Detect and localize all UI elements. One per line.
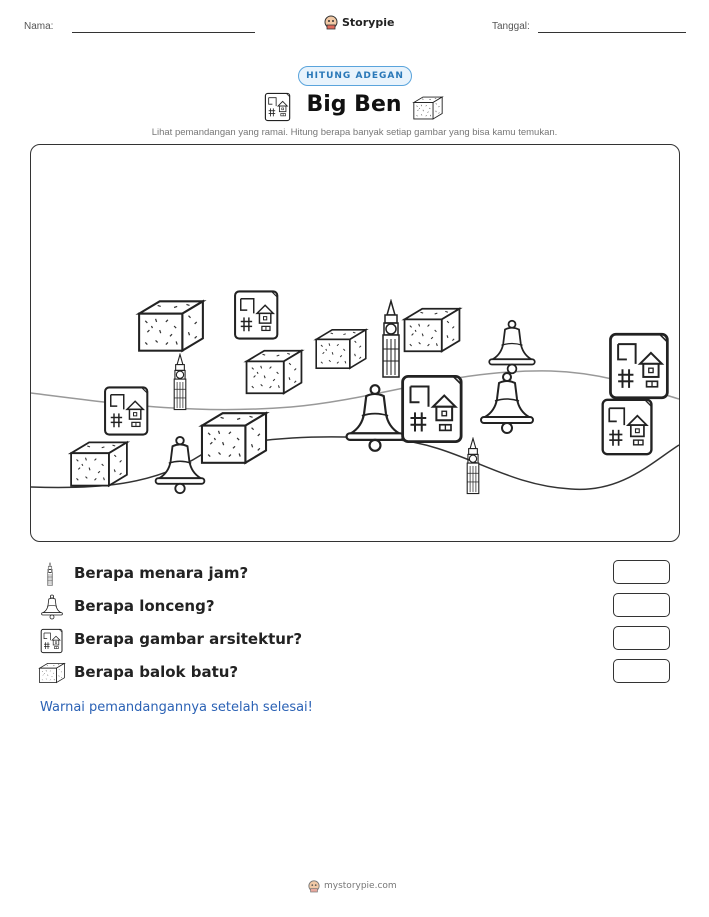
question-bell: Berapa lonceng?: [74, 597, 215, 615]
block-icon: [247, 351, 302, 394]
block-icon: [202, 413, 266, 463]
mascot-icon: [308, 879, 320, 893]
question-block: Berapa balok batu?: [74, 663, 239, 681]
answer-box-block[interactable]: [613, 659, 670, 683]
site-url: mystorypie.com: [324, 881, 397, 891]
blueprint-icon: [403, 376, 462, 441]
answer-box-clock-tower[interactable]: [613, 560, 670, 584]
block-icon: [405, 309, 460, 352]
blueprint-icon: [603, 400, 652, 454]
activity-badge: HITUNG ADEGAN: [298, 66, 412, 86]
block-icon: [71, 442, 127, 485]
clock-tower-icon: [40, 562, 60, 586]
question-clock-tower: Berapa menara jam?: [74, 564, 249, 582]
clock-tower-icon: [383, 301, 399, 377]
blueprint-icon: [610, 334, 667, 397]
bell-icon: [481, 373, 533, 433]
answer-box-bell[interactable]: [613, 593, 670, 617]
name-field[interactable]: [72, 32, 255, 33]
bell-icon: [40, 594, 64, 620]
brand-name: Storypie: [342, 15, 395, 29]
clock-tower-icon: [467, 438, 479, 493]
brand-logo: [324, 14, 394, 30]
answer-box-blueprint[interactable]: [613, 626, 670, 650]
blueprint-icon: [235, 291, 277, 338]
page-title: Big Ben: [306, 92, 402, 117]
site-footer: [308, 879, 397, 893]
coloring-note: Warnai pemandangannya setelah selesai!: [40, 700, 313, 715]
date-field[interactable]: [538, 32, 686, 33]
scene-frame: [30, 144, 680, 542]
block-icon: [412, 94, 444, 122]
block-icon: [316, 330, 366, 368]
date-label: Tanggal:: [492, 21, 530, 32]
question-blueprint: Berapa gambar arsitektur?: [74, 630, 303, 648]
blueprint-icon: [40, 628, 64, 654]
blueprint-icon: [264, 92, 292, 122]
block-icon: [38, 661, 66, 685]
scene-canvas: [31, 145, 679, 541]
name-label: Nama:: [24, 21, 54, 32]
instructions: Lihat pemandangan yang ramai. Hitung berapa banyak setiap gambar yang bisa kamu temukan.: [151, 127, 558, 138]
clock-tower-icon: [174, 354, 186, 409]
blueprint-icon: [105, 387, 147, 434]
bell-icon: [489, 321, 535, 374]
bell-icon: [156, 437, 205, 493]
block-icon: [139, 301, 203, 350]
hill-line-front: [31, 437, 679, 489]
bell-icon: [347, 385, 404, 451]
mascot-icon: [324, 14, 338, 30]
